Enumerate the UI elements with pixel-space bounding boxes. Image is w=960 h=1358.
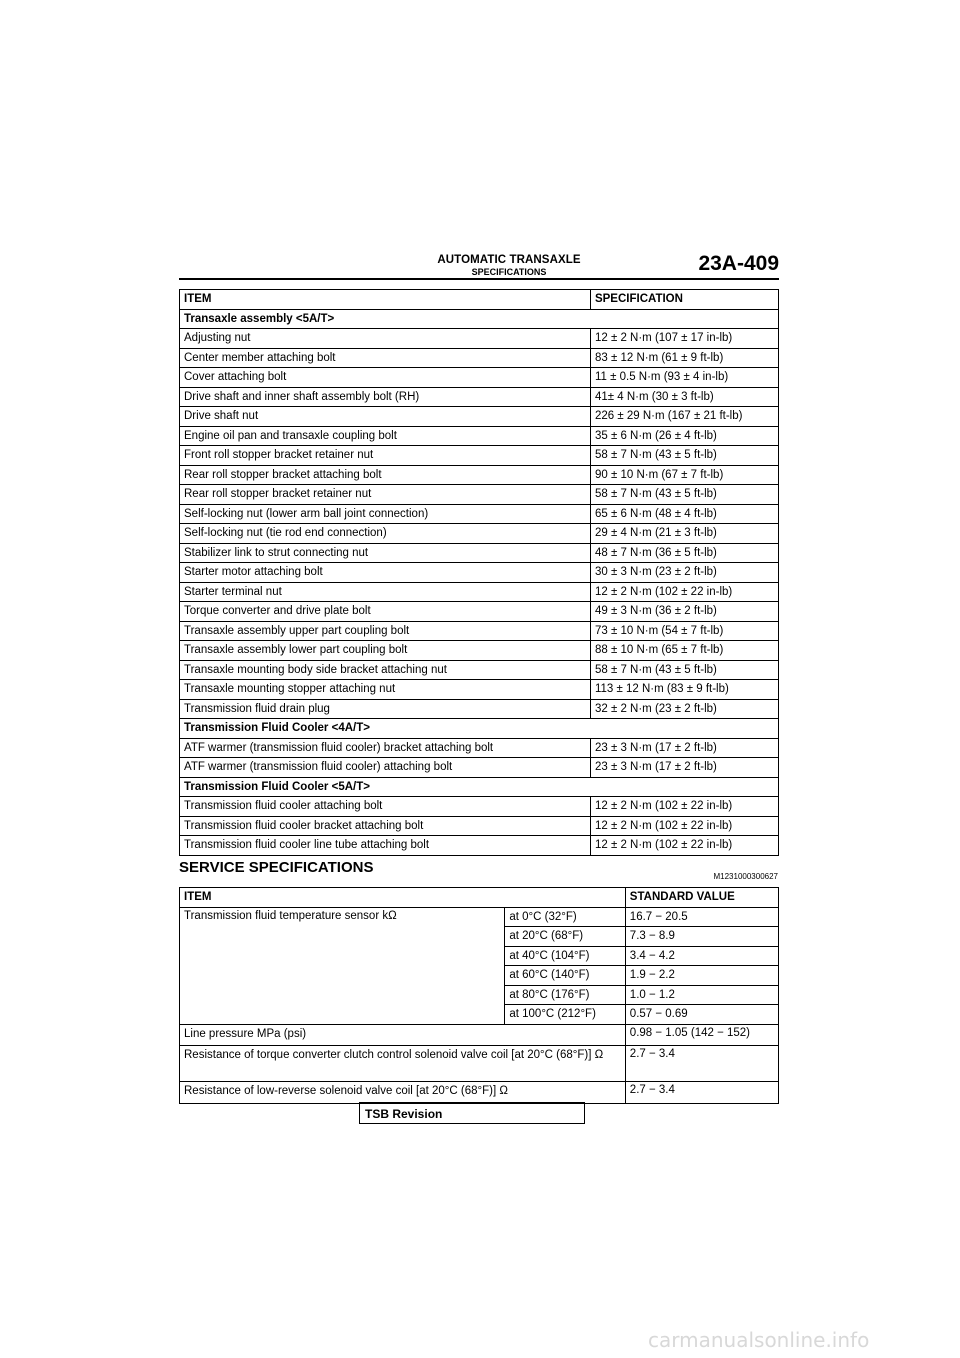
value-cell: 0.98 − 1.05 (142 − 152) xyxy=(625,1024,778,1046)
item-cell: Stabilizer link to strut connecting nut xyxy=(180,543,591,563)
value-cell: 3.4 − 4.2 xyxy=(625,946,778,966)
item-cell: Line pressure MPa (psi) xyxy=(180,1024,626,1046)
spec-cell: 113 ± 12 N·m (83 ± 9 ft-lb) xyxy=(590,680,778,700)
header-title: AUTOMATIC TRANSAXLE xyxy=(437,254,581,266)
table-row xyxy=(180,504,779,524)
section-title: SERVICE SPECIFICATIONS xyxy=(179,859,374,876)
item-cell: Rear roll stopper bracket attaching bolt xyxy=(180,465,591,485)
table-row xyxy=(180,563,779,583)
column-header-specification: SPECIFICATION xyxy=(590,290,778,310)
item-cell: Self-locking nut (lower arm ball joint connection) xyxy=(180,504,591,524)
spec-cell: 48 ± 7 N·m (36 ± 5 ft-lb) xyxy=(590,543,778,563)
spec-cell: 83 ± 12 N·m (61 ± 9 ft-lb) xyxy=(590,348,778,368)
spec-cell: 12 ± 2 N·m (107 ± 17 in-lb) xyxy=(590,329,778,349)
spec-cell: 65 ± 6 N·m (48 ± 4 ft-lb) xyxy=(590,504,778,524)
table-row xyxy=(180,1046,779,1082)
column-header-standard-value: STANDARD VALUE xyxy=(625,888,778,908)
table-row xyxy=(180,368,779,388)
column-header-item: ITEM xyxy=(180,290,591,310)
item-cell: Transmission fluid cooler bracket attaching bolt xyxy=(180,816,591,836)
item-cell: Starter motor attaching bolt xyxy=(180,563,591,583)
table-row xyxy=(180,1024,779,1046)
item-cell: Rear roll stopper bracket retainer nut xyxy=(180,485,591,505)
spec-cell: 49 ± 3 N·m (36 ± 2 ft-lb) xyxy=(590,602,778,622)
item-cell: Transaxle assembly lower part coupling bolt xyxy=(180,641,591,661)
table-row xyxy=(180,465,779,485)
spec-cell: 58 ± 7 N·m (43 ± 5 ft-lb) xyxy=(590,485,778,505)
section-heading: Transaxle assembly <5A/T> xyxy=(180,309,779,329)
table-row xyxy=(180,582,779,602)
item-cell: Front roll stopper bracket retainer nut xyxy=(180,446,591,466)
value-cell: 2.7 − 3.4 xyxy=(625,1082,778,1104)
value-cell: 0.57 − 0.69 xyxy=(625,1005,778,1025)
item-cell: Cover attaching bolt xyxy=(180,368,591,388)
torque-spec-body xyxy=(180,290,779,856)
item-cell: Transmission fluid temperature sensor kΩ xyxy=(180,907,505,1024)
section-row xyxy=(180,777,779,797)
section-code: M1231000300627 xyxy=(713,872,778,881)
item-cell: Resistance of torque converter clutch control solenoid valve coil [at 20°C (68°F)] Ω xyxy=(180,1046,626,1082)
condition-cell: at 0°C (32°F) xyxy=(505,907,625,927)
item-cell: Engine oil pan and transaxle coupling bolt xyxy=(180,426,591,446)
table-row xyxy=(180,680,779,700)
item-cell: Transaxle assembly upper part coupling bolt xyxy=(180,621,591,641)
item-cell: Starter terminal nut xyxy=(180,582,591,602)
spec-cell: 23 ± 3 N·m (17 ± 2 ft-lb) xyxy=(590,738,778,758)
spec-cell: 32 ± 2 N·m (23 ± 2 ft-lb) xyxy=(590,699,778,719)
table-row xyxy=(180,602,779,622)
item-cell: ATF warmer (transmission fluid cooler) bracket attaching bolt xyxy=(180,738,591,758)
table-row xyxy=(180,660,779,680)
section-row xyxy=(180,309,779,329)
watermark: carmanualsonline.info xyxy=(648,1328,870,1352)
table-row xyxy=(180,758,779,778)
service-spec-body xyxy=(180,888,779,1104)
spec-cell: 30 ± 3 N·m (23 ± 2 ft-lb) xyxy=(590,563,778,583)
spec-cell: 58 ± 7 N·m (43 ± 5 ft-lb) xyxy=(590,446,778,466)
value-cell: 7.3 − 8.9 xyxy=(625,927,778,947)
spec-cell: 29 ± 4 N·m (21 ± 3 ft-lb) xyxy=(590,524,778,544)
torque-spec-table xyxy=(179,289,779,856)
spec-cell: 12 ± 2 N·m (102 ± 22 in-lb) xyxy=(590,797,778,817)
table-row xyxy=(180,621,779,641)
item-cell: Self-locking nut (tie rod end connection) xyxy=(180,524,591,544)
item-cell: Adjusting nut xyxy=(180,329,591,349)
spec-cell: 90 ± 10 N·m (67 ± 7 ft-lb) xyxy=(590,465,778,485)
item-cell: Transmission fluid cooler attaching bolt xyxy=(180,797,591,817)
value-cell: 2.7 − 3.4 xyxy=(625,1046,778,1082)
table-row xyxy=(180,816,779,836)
section-heading: Transmission Fluid Cooler <4A/T> xyxy=(180,719,779,739)
tsb-revision-box: TSB Revision xyxy=(359,1102,585,1124)
spec-cell: 12 ± 2 N·m (102 ± 22 in-lb) xyxy=(590,582,778,602)
item-cell: Transmission fluid cooler line tube attaching bolt xyxy=(180,836,591,856)
spec-cell: 12 ± 2 N·m (102 ± 22 in-lb) xyxy=(590,816,778,836)
spec-cell: 88 ± 10 N·m (65 ± 7 ft-lb) xyxy=(590,641,778,661)
service-spec-table xyxy=(179,887,779,1104)
condition-cell: at 80°C (176°F) xyxy=(505,985,625,1005)
spec-cell: 11 ± 0.5 N·m (93 ± 4 in-lb) xyxy=(590,368,778,388)
table-row xyxy=(180,348,779,368)
table-header-row xyxy=(180,290,779,310)
section-heading: Transmission Fluid Cooler <5A/T> xyxy=(180,777,779,797)
header-rule xyxy=(179,278,779,280)
table-row xyxy=(180,446,779,466)
table-row xyxy=(180,699,779,719)
value-cell: 16.7 − 20.5 xyxy=(625,907,778,927)
column-header-item: ITEM xyxy=(180,888,626,908)
condition-cell: at 100°C (212°F) xyxy=(505,1005,625,1025)
item-cell: Drive shaft nut xyxy=(180,407,591,427)
page-number: 23A-409 xyxy=(698,252,779,275)
table-row xyxy=(180,543,779,563)
table-row xyxy=(180,524,779,544)
table-header-row xyxy=(180,888,779,908)
item-cell: Resistance of low-reverse solenoid valve coil [at 20°C (68°F)] Ω xyxy=(180,1082,626,1104)
header-subtitle: SPECIFICATIONS xyxy=(471,267,547,277)
table-row xyxy=(180,426,779,446)
item-cell: Center member attaching bolt xyxy=(180,348,591,368)
value-cell: 1.9 − 2.2 xyxy=(625,966,778,986)
spec-cell: 35 ± 6 N·m (26 ± 4 ft-lb) xyxy=(590,426,778,446)
table-row xyxy=(180,329,779,349)
item-cell: ATF warmer (transmission fluid cooler) attaching bolt xyxy=(180,758,591,778)
spec-cell: 58 ± 7 N·m (43 ± 5 ft-lb) xyxy=(590,660,778,680)
table-row xyxy=(180,641,779,661)
table-row xyxy=(180,1082,779,1104)
spec-cell: 73 ± 10 N·m (54 ± 7 ft-lb) xyxy=(590,621,778,641)
condition-cell: at 40°C (104°F) xyxy=(505,946,625,966)
value-cell: 1.0 − 1.2 xyxy=(625,985,778,1005)
table-row xyxy=(180,836,779,856)
table-row xyxy=(180,387,779,407)
spec-cell: 23 ± 3 N·m (17 ± 2 ft-lb) xyxy=(590,758,778,778)
item-cell: Torque converter and drive plate bolt xyxy=(180,602,591,622)
table-row xyxy=(180,485,779,505)
table-row xyxy=(180,407,779,427)
spec-cell: 12 ± 2 N·m (102 ± 22 in-lb) xyxy=(590,836,778,856)
item-cell: Transaxle mounting stopper attaching nut xyxy=(180,680,591,700)
item-cell: Transmission fluid drain plug xyxy=(180,699,591,719)
table-row xyxy=(180,797,779,817)
item-cell: Transaxle mounting body side bracket attaching nut xyxy=(180,660,591,680)
spec-cell: 41± 4 N·m (30 ± 3 ft-lb) xyxy=(590,387,778,407)
condition-cell: at 20°C (68°F) xyxy=(505,927,625,947)
condition-cell: at 60°C (140°F) xyxy=(505,966,625,986)
table-row xyxy=(180,907,779,927)
page-header xyxy=(179,254,779,280)
spec-cell: 226 ± 29 N·m (167 ± 21 ft-lb) xyxy=(590,407,778,427)
table-row xyxy=(180,738,779,758)
section-row xyxy=(180,719,779,739)
item-cell: Drive shaft and inner shaft assembly bolt (RH) xyxy=(180,387,591,407)
